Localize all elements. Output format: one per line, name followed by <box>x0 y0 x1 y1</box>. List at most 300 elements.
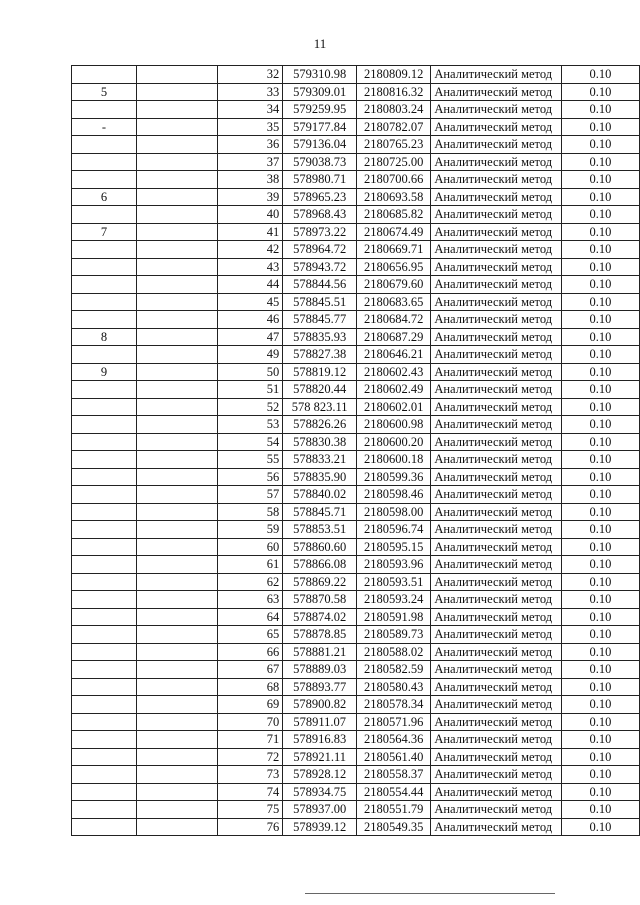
point-number-cell: 36 <box>217 136 283 154</box>
table-row <box>72 818 640 836</box>
accuracy-cell: 0.10 <box>561 591 639 609</box>
part-number-cell <box>72 276 137 294</box>
accuracy-cell: 0.10 <box>561 276 639 294</box>
blank-cell <box>136 451 217 469</box>
x-coordinate-cell: 578844.56 <box>283 276 357 294</box>
method-cell: Аналитический метод <box>431 398 561 416</box>
part-number-cell <box>72 416 137 434</box>
table-row <box>72 643 640 661</box>
x-coordinate-cell: 578840.02 <box>283 486 357 504</box>
table-row <box>72 346 640 364</box>
y-coordinate-cell: 2180765.23 <box>357 136 431 154</box>
point-number-cell: 52 <box>217 398 283 416</box>
method-cell: Аналитический метод <box>431 818 561 836</box>
x-coordinate-cell: 578921.11 <box>283 748 357 766</box>
x-coordinate-cell: 579310.98 <box>283 66 357 84</box>
point-number-cell: 45 <box>217 293 283 311</box>
blank-cell <box>136 363 217 381</box>
point-number-cell: 42 <box>217 241 283 259</box>
y-coordinate-cell: 2180599.36 <box>357 468 431 486</box>
accuracy-cell: 0.10 <box>561 766 639 784</box>
accuracy-cell: 0.10 <box>561 328 639 346</box>
y-coordinate-cell: 2180596.74 <box>357 521 431 539</box>
y-coordinate-cell: 2180558.37 <box>357 766 431 784</box>
x-coordinate-cell: 578916.83 <box>283 731 357 749</box>
part-number-cell <box>72 468 137 486</box>
table-row <box>72 293 640 311</box>
y-coordinate-cell: 2180674.49 <box>357 223 431 241</box>
coordinates-table-body <box>72 66 640 836</box>
method-cell: Аналитический метод <box>431 136 561 154</box>
table-row <box>72 731 640 749</box>
accuracy-cell: 0.10 <box>561 153 639 171</box>
x-coordinate-cell: 578889.03 <box>283 661 357 679</box>
point-number-cell: 55 <box>217 451 283 469</box>
method-cell: Аналитический метод <box>431 101 561 119</box>
y-coordinate-cell: 2180656.95 <box>357 258 431 276</box>
part-number-cell <box>72 643 137 661</box>
accuracy-cell: 0.10 <box>561 678 639 696</box>
blank-cell <box>136 293 217 311</box>
accuracy-cell: 0.10 <box>561 521 639 539</box>
blank-cell <box>136 591 217 609</box>
blank-cell <box>136 783 217 801</box>
blank-cell <box>136 276 217 294</box>
blank-cell <box>136 626 217 644</box>
y-coordinate-cell: 2180593.51 <box>357 573 431 591</box>
method-cell: Аналитический метод <box>431 433 561 451</box>
point-number-cell: 37 <box>217 153 283 171</box>
part-number-cell <box>72 626 137 644</box>
x-coordinate-cell: 578826.26 <box>283 416 357 434</box>
blank-cell <box>136 696 217 714</box>
y-coordinate-cell: 2180693.58 <box>357 188 431 206</box>
accuracy-cell: 0.10 <box>561 451 639 469</box>
y-coordinate-cell: 2180602.01 <box>357 398 431 416</box>
table-row <box>72 713 640 731</box>
method-cell: Аналитический метод <box>431 328 561 346</box>
method-cell: Аналитический метод <box>431 643 561 661</box>
x-coordinate-cell: 578 823.11 <box>283 398 357 416</box>
accuracy-cell: 0.10 <box>561 398 639 416</box>
accuracy-cell: 0.10 <box>561 661 639 679</box>
y-coordinate-cell: 2180595.15 <box>357 538 431 556</box>
blank-cell <box>136 486 217 504</box>
table-row <box>72 678 640 696</box>
part-number-cell <box>72 171 137 189</box>
x-coordinate-cell: 578827.38 <box>283 346 357 364</box>
table-row <box>72 433 640 451</box>
x-coordinate-cell: 578870.58 <box>283 591 357 609</box>
part-number-cell <box>72 556 137 574</box>
part-number-cell <box>72 311 137 329</box>
part-number-cell <box>72 101 137 119</box>
x-coordinate-cell: 578845.51 <box>283 293 357 311</box>
y-coordinate-cell: 2180600.20 <box>357 433 431 451</box>
blank-cell <box>136 223 217 241</box>
part-number-cell <box>72 696 137 714</box>
accuracy-cell: 0.10 <box>561 503 639 521</box>
point-number-cell: 71 <box>217 731 283 749</box>
y-coordinate-cell: 2180679.60 <box>357 276 431 294</box>
table-row <box>72 258 640 276</box>
part-number-cell <box>72 153 137 171</box>
table-row <box>72 468 640 486</box>
point-number-cell: 47 <box>217 328 283 346</box>
method-cell: Аналитический метод <box>431 538 561 556</box>
accuracy-cell: 0.10 <box>561 643 639 661</box>
blank-cell <box>136 678 217 696</box>
blank-cell <box>136 731 217 749</box>
x-coordinate-cell: 578830.38 <box>283 433 357 451</box>
method-cell: Аналитический метод <box>431 626 561 644</box>
table-row <box>72 276 640 294</box>
part-number-cell <box>72 398 137 416</box>
point-number-cell: 67 <box>217 661 283 679</box>
y-coordinate-cell: 2180571.96 <box>357 713 431 731</box>
y-coordinate-cell: 2180725.00 <box>357 153 431 171</box>
method-cell: Аналитический метод <box>431 783 561 801</box>
part-number-cell <box>72 486 137 504</box>
method-cell: Аналитический метод <box>431 556 561 574</box>
coordinates-table <box>71 65 640 836</box>
method-cell: Аналитический метод <box>431 696 561 714</box>
point-number-cell: 44 <box>217 276 283 294</box>
method-cell: Аналитический метод <box>431 521 561 539</box>
point-number-cell: 32 <box>217 66 283 84</box>
table-row <box>72 661 640 679</box>
accuracy-cell: 0.10 <box>561 538 639 556</box>
method-cell: Аналитический метод <box>431 223 561 241</box>
x-coordinate-cell: 578860.60 <box>283 538 357 556</box>
accuracy-cell: 0.10 <box>561 83 639 101</box>
blank-cell <box>136 101 217 119</box>
point-number-cell: 58 <box>217 503 283 521</box>
table-row <box>72 398 640 416</box>
point-number-cell: 49 <box>217 346 283 364</box>
method-cell: Аналитический метод <box>431 346 561 364</box>
y-coordinate-cell: 2180669.71 <box>357 241 431 259</box>
part-number-cell: 6 <box>72 188 137 206</box>
point-number-cell: 40 <box>217 206 283 224</box>
x-coordinate-cell: 578928.12 <box>283 766 357 784</box>
table-row <box>72 136 640 154</box>
point-number-cell: 34 <box>217 101 283 119</box>
point-number-cell: 33 <box>217 83 283 101</box>
method-cell: Аналитический метод <box>431 608 561 626</box>
y-coordinate-cell: 2180803.24 <box>357 101 431 119</box>
part-number-cell: 7 <box>72 223 137 241</box>
y-coordinate-cell: 2180549.35 <box>357 818 431 836</box>
blank-cell <box>136 801 217 819</box>
accuracy-cell: 0.10 <box>561 713 639 731</box>
part-number-cell: 9 <box>72 363 137 381</box>
y-coordinate-cell: 2180687.29 <box>357 328 431 346</box>
x-coordinate-cell: 578869.22 <box>283 573 357 591</box>
y-coordinate-cell: 2180816.32 <box>357 83 431 101</box>
method-cell: Аналитический метод <box>431 276 561 294</box>
blank-cell <box>136 818 217 836</box>
accuracy-cell: 0.10 <box>561 433 639 451</box>
x-coordinate-cell: 578964.72 <box>283 241 357 259</box>
table-row <box>72 66 640 84</box>
method-cell: Аналитический метод <box>431 311 561 329</box>
part-number-cell <box>72 608 137 626</box>
blank-cell <box>136 713 217 731</box>
accuracy-cell: 0.10 <box>561 818 639 836</box>
point-number-cell: 60 <box>217 538 283 556</box>
point-number-cell: 61 <box>217 556 283 574</box>
x-coordinate-cell: 579136.04 <box>283 136 357 154</box>
x-coordinate-cell: 578874.02 <box>283 608 357 626</box>
y-coordinate-cell: 2180561.40 <box>357 748 431 766</box>
part-number-cell <box>72 433 137 451</box>
table-row <box>72 171 640 189</box>
y-coordinate-cell: 2180591.98 <box>357 608 431 626</box>
y-coordinate-cell: 2180602.43 <box>357 363 431 381</box>
accuracy-cell: 0.10 <box>561 258 639 276</box>
x-coordinate-cell: 578878.85 <box>283 626 357 644</box>
x-coordinate-cell: 578900.82 <box>283 696 357 714</box>
method-cell: Аналитический метод <box>431 486 561 504</box>
method-cell: Аналитический метод <box>431 83 561 101</box>
blank-cell <box>136 573 217 591</box>
part-number-cell <box>72 818 137 836</box>
accuracy-cell: 0.10 <box>561 363 639 381</box>
accuracy-cell: 0.10 <box>561 101 639 119</box>
table-row <box>72 118 640 136</box>
point-number-cell: 59 <box>217 521 283 539</box>
point-number-cell: 65 <box>217 626 283 644</box>
table-row <box>72 206 640 224</box>
x-coordinate-cell: 578819.12 <box>283 363 357 381</box>
point-number-cell: 39 <box>217 188 283 206</box>
part-number-cell <box>72 538 137 556</box>
blank-cell <box>136 171 217 189</box>
x-coordinate-cell: 578965.23 <box>283 188 357 206</box>
part-number-cell <box>72 503 137 521</box>
accuracy-cell: 0.10 <box>561 346 639 364</box>
accuracy-cell: 0.10 <box>561 783 639 801</box>
method-cell: Аналитический метод <box>431 801 561 819</box>
part-number-cell <box>72 661 137 679</box>
method-cell: Аналитический метод <box>431 241 561 259</box>
point-number-cell: 46 <box>217 311 283 329</box>
point-number-cell: 57 <box>217 486 283 504</box>
accuracy-cell: 0.10 <box>561 66 639 84</box>
part-number-cell <box>72 766 137 784</box>
x-coordinate-cell: 578866.08 <box>283 556 357 574</box>
table-row <box>72 538 640 556</box>
x-coordinate-cell: 579038.73 <box>283 153 357 171</box>
x-coordinate-cell: 578820.44 <box>283 381 357 399</box>
method-cell: Аналитический метод <box>431 503 561 521</box>
blank-cell <box>136 241 217 259</box>
accuracy-cell: 0.10 <box>561 171 639 189</box>
table-row <box>72 626 640 644</box>
y-coordinate-cell: 2180646.21 <box>357 346 431 364</box>
accuracy-cell: 0.10 <box>561 748 639 766</box>
point-number-cell: 53 <box>217 416 283 434</box>
table-row <box>72 591 640 609</box>
part-number-cell <box>72 293 137 311</box>
part-number-cell <box>72 678 137 696</box>
blank-cell <box>136 503 217 521</box>
y-coordinate-cell: 2180578.34 <box>357 696 431 714</box>
x-coordinate-cell: 578973.22 <box>283 223 357 241</box>
table-row <box>72 328 640 346</box>
point-number-cell: 43 <box>217 258 283 276</box>
accuracy-cell: 0.10 <box>561 188 639 206</box>
blank-cell <box>136 556 217 574</box>
accuracy-cell: 0.10 <box>561 696 639 714</box>
accuracy-cell: 0.10 <box>561 801 639 819</box>
y-coordinate-cell: 2180589.73 <box>357 626 431 644</box>
blank-cell <box>136 328 217 346</box>
y-coordinate-cell: 2180593.96 <box>357 556 431 574</box>
accuracy-cell: 0.10 <box>561 241 639 259</box>
blank-cell <box>136 766 217 784</box>
point-number-cell: 74 <box>217 783 283 801</box>
part-number-cell <box>72 66 137 84</box>
y-coordinate-cell: 2180600.18 <box>357 451 431 469</box>
y-coordinate-cell: 2180684.72 <box>357 311 431 329</box>
accuracy-cell: 0.10 <box>561 626 639 644</box>
x-coordinate-cell: 578835.90 <box>283 468 357 486</box>
method-cell: Аналитический метод <box>431 416 561 434</box>
blank-cell <box>136 188 217 206</box>
method-cell: Аналитический метод <box>431 118 561 136</box>
method-cell: Аналитический метод <box>431 766 561 784</box>
table-row <box>72 416 640 434</box>
page-bottom-rule <box>305 893 555 894</box>
y-coordinate-cell: 2180598.00 <box>357 503 431 521</box>
method-cell: Аналитический метод <box>431 748 561 766</box>
y-coordinate-cell: 2180683.65 <box>357 293 431 311</box>
part-number-cell <box>72 451 137 469</box>
y-coordinate-cell: 2180551.79 <box>357 801 431 819</box>
blank-cell <box>136 83 217 101</box>
table-row <box>72 311 640 329</box>
point-number-cell: 72 <box>217 748 283 766</box>
method-cell: Аналитический метод <box>431 258 561 276</box>
blank-cell <box>136 258 217 276</box>
blank-cell <box>136 118 217 136</box>
x-coordinate-cell: 578939.12 <box>283 818 357 836</box>
y-coordinate-cell: 2180700.66 <box>357 171 431 189</box>
accuracy-cell: 0.10 <box>561 731 639 749</box>
point-number-cell: 64 <box>217 608 283 626</box>
method-cell: Аналитический метод <box>431 661 561 679</box>
x-coordinate-cell: 578835.93 <box>283 328 357 346</box>
table-row <box>72 573 640 591</box>
accuracy-cell: 0.10 <box>561 311 639 329</box>
part-number-cell <box>72 381 137 399</box>
part-number-cell <box>72 783 137 801</box>
table-row <box>72 101 640 119</box>
method-cell: Аналитический метод <box>431 678 561 696</box>
method-cell: Аналитический метод <box>431 731 561 749</box>
blank-cell <box>136 433 217 451</box>
part-number-cell: - <box>72 118 137 136</box>
x-coordinate-cell: 578845.71 <box>283 503 357 521</box>
accuracy-cell: 0.10 <box>561 416 639 434</box>
table-row <box>72 451 640 469</box>
y-coordinate-cell: 2180580.43 <box>357 678 431 696</box>
table-row <box>72 503 640 521</box>
part-number-cell <box>72 573 137 591</box>
blank-cell <box>136 66 217 84</box>
point-number-cell: 50 <box>217 363 283 381</box>
y-coordinate-cell: 2180598.46 <box>357 486 431 504</box>
blank-cell <box>136 608 217 626</box>
method-cell: Аналитический метод <box>431 591 561 609</box>
part-number-cell <box>72 801 137 819</box>
accuracy-cell: 0.10 <box>561 293 639 311</box>
point-number-cell: 35 <box>217 118 283 136</box>
x-coordinate-cell: 578980.71 <box>283 171 357 189</box>
accuracy-cell: 0.10 <box>561 206 639 224</box>
page-number: 11 <box>313 36 327 51</box>
table-row <box>72 556 640 574</box>
x-coordinate-cell: 579309.01 <box>283 83 357 101</box>
y-coordinate-cell: 2180582.59 <box>357 661 431 679</box>
table-row <box>72 188 640 206</box>
blank-cell <box>136 521 217 539</box>
blank-cell <box>136 346 217 364</box>
table-row <box>72 381 640 399</box>
method-cell: Аналитический метод <box>431 573 561 591</box>
table-row <box>72 748 640 766</box>
blank-cell <box>136 643 217 661</box>
part-number-cell <box>72 258 137 276</box>
table-row <box>72 766 640 784</box>
x-coordinate-cell: 579259.95 <box>283 101 357 119</box>
point-number-cell: 54 <box>217 433 283 451</box>
y-coordinate-cell: 2180782.07 <box>357 118 431 136</box>
table-row <box>72 696 640 714</box>
method-cell: Аналитический метод <box>431 293 561 311</box>
method-cell: Аналитический метод <box>431 381 561 399</box>
point-number-cell: 51 <box>217 381 283 399</box>
x-coordinate-cell: 578937.00 <box>283 801 357 819</box>
y-coordinate-cell: 2180588.02 <box>357 643 431 661</box>
part-number-cell <box>72 731 137 749</box>
method-cell: Аналитический метод <box>431 206 561 224</box>
part-number-cell: 8 <box>72 328 137 346</box>
table-row <box>72 153 640 171</box>
blank-cell <box>136 206 217 224</box>
part-number-cell <box>72 591 137 609</box>
blank-cell <box>136 398 217 416</box>
accuracy-cell: 0.10 <box>561 136 639 154</box>
table-row <box>72 83 640 101</box>
accuracy-cell: 0.10 <box>561 608 639 626</box>
point-number-cell: 41 <box>217 223 283 241</box>
part-number-cell <box>72 136 137 154</box>
point-number-cell: 66 <box>217 643 283 661</box>
x-coordinate-cell: 578833.21 <box>283 451 357 469</box>
point-number-cell: 63 <box>217 591 283 609</box>
accuracy-cell: 0.10 <box>561 223 639 241</box>
y-coordinate-cell: 2180685.82 <box>357 206 431 224</box>
y-coordinate-cell: 2180554.44 <box>357 783 431 801</box>
blank-cell <box>136 748 217 766</box>
x-coordinate-cell: 578845.77 <box>283 311 357 329</box>
point-number-cell: 56 <box>217 468 283 486</box>
part-number-cell <box>72 713 137 731</box>
point-number-cell: 70 <box>217 713 283 731</box>
